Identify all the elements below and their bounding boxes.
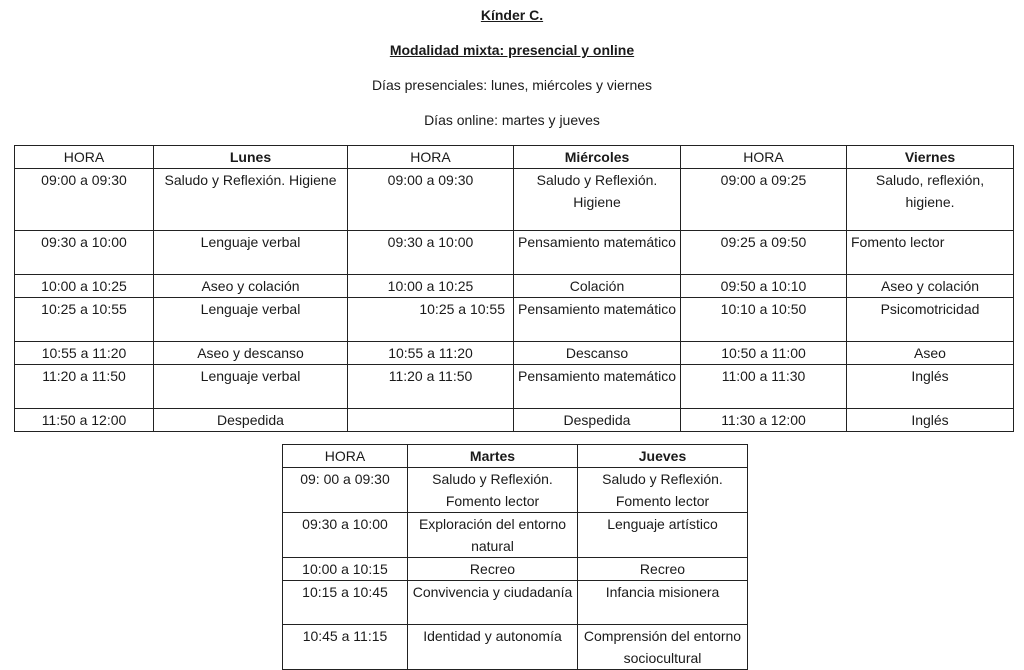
table-cell: 10:10 a 10:50: [681, 298, 847, 342]
table-cell: Psicomotricidad: [847, 298, 1014, 342]
header-cell-martes: Martes: [408, 445, 578, 468]
table-cell: Despedida: [514, 409, 681, 432]
table-cell: Saludo y Reflexión. Higiene: [514, 169, 681, 231]
table-header-row: [283, 445, 748, 468]
table-row: [15, 231, 1014, 275]
table-row: [283, 581, 748, 625]
table-cell: Inglés: [847, 365, 1014, 409]
table-cell: Saludo y Reflexión. Fomento lector: [408, 468, 578, 513]
table-cell: Inglés: [847, 409, 1014, 432]
header-cell-jueves: Jueves: [578, 445, 748, 468]
presential-schedule-table: [14, 145, 1014, 432]
table-cell: Saludo y Reflexión. Higiene: [154, 169, 348, 231]
table-cell: Lenguaje artístico: [578, 513, 748, 558]
table-cell: 11:00 a 11:30: [681, 365, 847, 409]
table-row: [15, 169, 1014, 231]
table-cell: Lenguaje verbal: [154, 365, 348, 409]
table-cell: Lenguaje verbal: [154, 231, 348, 275]
table-cell: 09:50 a 10:10: [681, 275, 847, 298]
table-cell: 10:00 a 10:25: [348, 275, 514, 298]
table-row: [15, 342, 1014, 365]
online-days-text: Días online: martes y jueves: [424, 112, 600, 128]
table-row: [283, 468, 748, 513]
presential-days-text: Días presenciales: lunes, miércoles y viernes: [371, 77, 653, 93]
table-cell: Exploración del entorno natural: [408, 513, 578, 558]
header-cell-viernes: Viernes: [847, 146, 1014, 169]
table-cell: 10:25 a 10:55: [348, 298, 514, 342]
table-cell: 09:00 a 09:30: [15, 169, 154, 231]
table-cell: Convivencia y ciudadanía: [408, 581, 578, 625]
table-row: [15, 298, 1014, 342]
table-cell: 10:50 a 11:00: [681, 342, 847, 365]
table-cell: [348, 409, 514, 432]
table-cell: Pensamiento matemático: [514, 231, 681, 275]
table-cell: 10:25 a 10:55: [15, 298, 154, 342]
table-cell: Saludo y Reflexión. Fomento lector: [578, 468, 748, 513]
table-header-row: [15, 146, 1014, 169]
table-cell: Aseo y descanso: [154, 342, 348, 365]
table-cell: 09:00 a 09:25: [681, 169, 847, 231]
table-cell: Aseo y colación: [154, 275, 348, 298]
table-cell: Pensamiento matemático: [514, 365, 681, 409]
table-cell: Despedida: [154, 409, 348, 432]
table-cell: 09:00 a 09:30: [348, 169, 514, 231]
table-cell: 11:20 a 11:50: [15, 365, 154, 409]
table-cell: 09:30 a 10:00: [15, 231, 154, 275]
header-cell-hora: HORA: [283, 445, 408, 468]
header-cell-hora-1: HORA: [15, 146, 154, 169]
table-cell: Lenguaje verbal: [154, 298, 348, 342]
table-cell: Descanso: [514, 342, 681, 365]
table-cell: Identidad y autonomía: [408, 625, 578, 670]
header-cell-hora-3: HORA: [681, 146, 847, 169]
table-row: [15, 409, 1014, 432]
table-cell: 10:00 a 10:15: [283, 558, 408, 581]
table-cell: 09: 00 a 09:30: [283, 468, 408, 513]
table-cell: Infancia misionera: [578, 581, 748, 625]
table-row: [283, 625, 748, 670]
modality-heading: Modalidad mixta: presencial y online: [389, 42, 635, 58]
table-cell: Aseo y colación: [847, 275, 1014, 298]
document-title: Kínder C.: [480, 7, 544, 23]
table-cell: Comprensión del entorno sociocultural: [578, 625, 748, 670]
table-cell: 10:00 a 10:25: [15, 275, 154, 298]
table-row: [15, 275, 1014, 298]
table-cell: 10:55 a 11:20: [348, 342, 514, 365]
table-cell: 11:30 a 12:00: [681, 409, 847, 432]
table-cell: 11:20 a 11:50: [348, 365, 514, 409]
header-cell-miercoles: Miércoles: [514, 146, 681, 169]
table-row: [283, 513, 748, 558]
table-cell: Recreo: [408, 558, 578, 581]
table-cell: Recreo: [578, 558, 748, 581]
header-cell-hora-2: HORA: [348, 146, 514, 169]
table-cell: 09:25 a 09:50: [681, 231, 847, 275]
table-row: [283, 558, 748, 581]
table-cell: Fomento lector: [847, 231, 1014, 275]
table-cell: Pensamiento matemático: [514, 298, 681, 342]
table-cell: 10:15 a 10:45: [283, 581, 408, 625]
table-cell: 10:55 a 11:20: [15, 342, 154, 365]
table-cell: Saludo, reflexión, higiene.: [847, 169, 1014, 231]
table-cell: 10:45 a 11:15: [283, 625, 408, 670]
table-cell: Aseo: [847, 342, 1014, 365]
table-cell: Colación: [514, 275, 681, 298]
table-cell: 11:50 a 12:00: [15, 409, 154, 432]
table-cell: 09:30 a 10:00: [348, 231, 514, 275]
header-cell-lunes: Lunes: [154, 146, 348, 169]
table-row: [15, 365, 1014, 409]
online-schedule-table: [282, 444, 748, 670]
table-cell: 09:30 a 10:00: [283, 513, 408, 558]
